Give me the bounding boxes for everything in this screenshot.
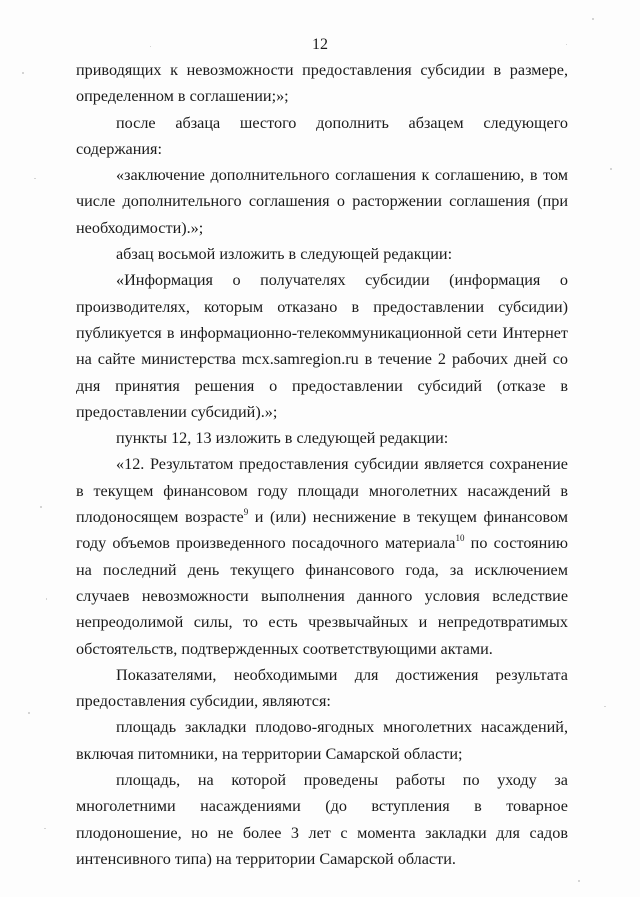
footnote-ref-9: 9 [243,507,249,518]
paragraph-2: после абзаца шестого дополнить абзацем следующего содержания: [76,113,568,158]
paragraph-3: «заключение дополнительного соглашения к соглашению, в том числе дополнительного соглашения о расторжении соглашения (при необходимости).»; [76,166,568,237]
scan-speck [610,168,612,170]
paragraph-6: пункты 12, 13 изложить в следующей редакции: [116,429,449,448]
paragraph-8: Показателями, необходимыми для достижения результата предоставления субсидии, являются: [76,665,568,711]
scan-speck [604,706,606,707]
scan-speck [28,712,30,714]
paragraph-9: площадь закладки плодово-ягодных многолетних насаждений, включая питомники, на территории Самарской области; [76,718,568,763]
scan-speck [22,72,24,74]
paragraph-1: приводящих к невозможности предоставления субсидии в размере, определенном в соглашении;»; [76,61,568,106]
paragraph-7-part-c: по состоянию на последний день текущего финансового года, за исключением случаев невозможности выполнения данного условия вследствие непреодолимой силы, то есть чрезвычайных и непредотвратимых обстоятельств, подтвержденных соответствующими актами. [76,534,568,658]
scan-speck [34,178,36,179]
document-body [76,57,568,872]
scan-speck [40,506,42,508]
scan-speck [578,880,580,882]
footnote-ref-10: 10 [455,533,465,544]
paragraph-7-part-a: «12. Результатом предоставления субсидии является сохранение в текущем финансовом году площади многолетних насаждений в плодоносящем возрасте [76,455,568,527]
scan-speck [150,46,151,47]
scan-speck [592,18,594,20]
paragraph-5: «Информация о получателях субсидии (информация о производителях, которым отказано в предоставлении субсидии) публикуется в информационно-телекоммуникационной сети Интернет на сайте министерства mcx.samregion.ru в течение 2 рабочих дней со дня принятия решения о предоставлении субсидий (отказе в предоставлении субсидий).»; [76,271,568,421]
paragraph-7 [76,451,568,661]
paragraph-10: площадь, на которой проведены работы по уходу за многолетними насаждениями (до вступления в товарное плодоношение, но не более 3 лет с момента закладки для садов интенсивного типа) на территории Самарской области. [76,771,568,868]
paragraph-7-part-b: и (или) неснижение в текущем финансовом году объемов произведенного посадочного материала [76,508,569,553]
page-number: 12 [312,36,328,53]
scan-speck [46,598,47,600]
scan-speck [566,44,567,45]
scan-speck [44,828,46,829]
paragraph-4: абзац восьмой изложить в следующей редакции: [116,245,453,264]
